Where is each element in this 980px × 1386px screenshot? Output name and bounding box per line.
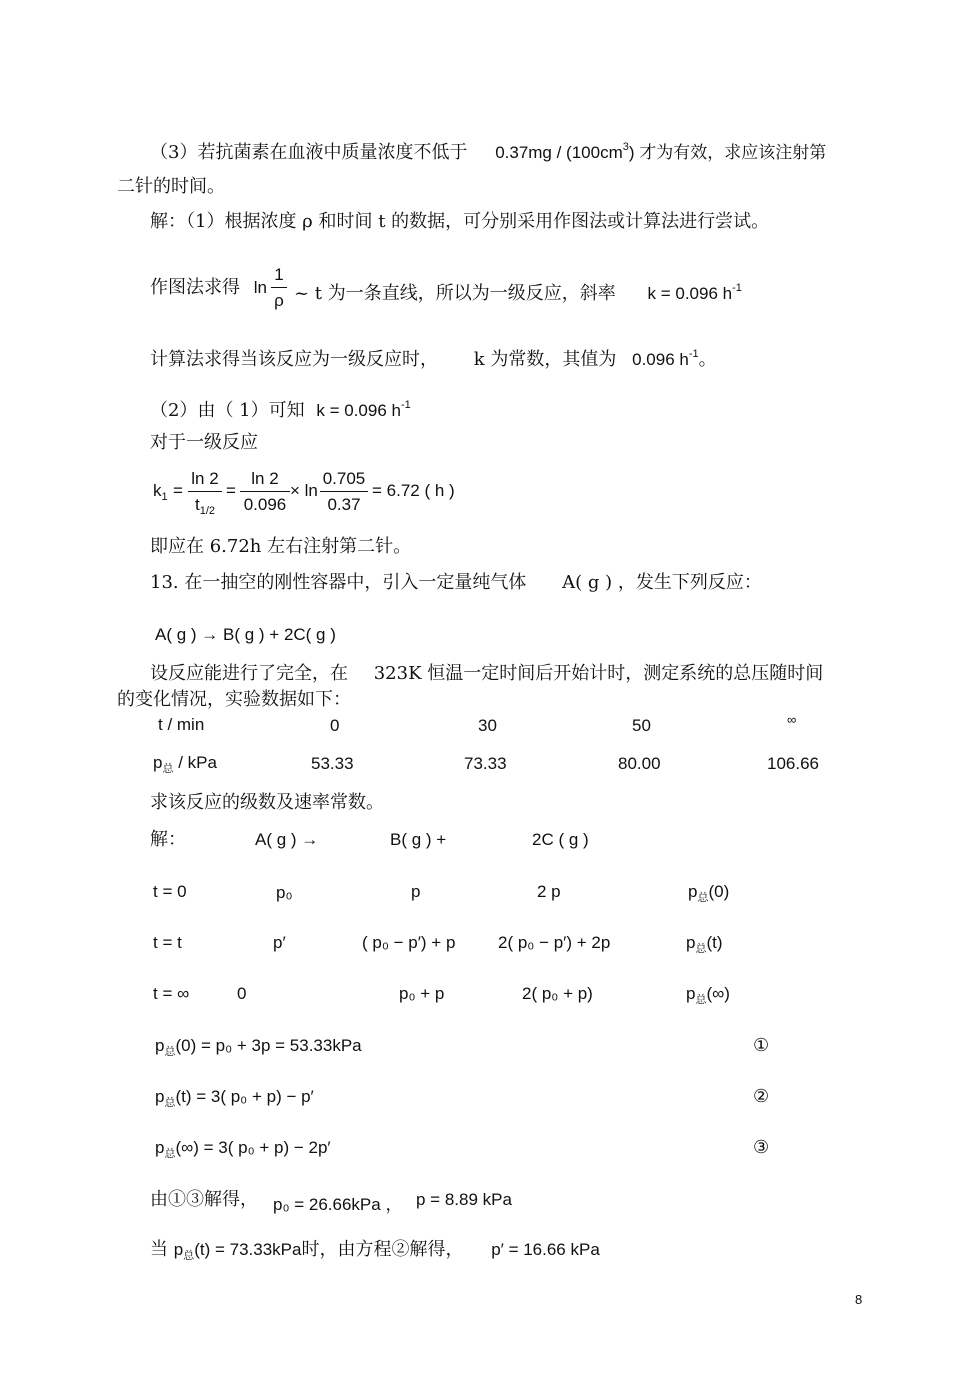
total-sub: 总: [695, 943, 707, 955]
row-t0-label: t = 0: [153, 882, 187, 901]
table-cell: 106.66: [767, 754, 819, 773]
pressure-sub: 总: [162, 763, 174, 775]
eq-rest: (t) = 3( p₀ + p) − p′: [175, 1087, 314, 1106]
solution-2-k-value: k = 0.096 h: [316, 401, 401, 420]
when-p: p: [173, 1240, 184, 1259]
eq-result: = 6.72 ( h ): [372, 481, 455, 500]
ask-text: 求该反应的级数及速率常数。: [150, 792, 384, 813]
frac-num: ln 2: [191, 469, 219, 488]
frac-den: 0.37: [327, 495, 361, 514]
fraction-ln2-0096: [240, 468, 290, 516]
calc-method-line: [150, 343, 717, 371]
species-c: 2C ( g ): [532, 830, 589, 849]
total-arg: (t): [706, 933, 723, 952]
equation-2-marker: ②: [753, 1086, 770, 1107]
calc-k-exp: -1: [688, 348, 699, 360]
question-13-line: [150, 572, 762, 594]
total-arg: (0): [708, 882, 730, 901]
total-sub: 总: [695, 994, 707, 1006]
table-cell: ∞: [787, 712, 797, 727]
total-arg: (∞): [706, 984, 730, 1003]
row-tt-b: ( p₀ − p′) + p: [362, 933, 456, 952]
description-text-3: 的变化情况，实验数据如下：: [117, 689, 351, 710]
eq-k1-letter: k: [153, 481, 162, 500]
row-t0-total: [688, 882, 729, 905]
frac-den: [188, 494, 222, 522]
frac-num: 0.705: [322, 469, 366, 488]
eq-equals-2: =: [226, 481, 236, 500]
row-tinf-b: p₀ + p: [399, 984, 445, 1003]
concentration-threshold: [495, 143, 826, 162]
row-tinf-a: 0: [237, 984, 247, 1003]
row-t0-b: p: [411, 882, 421, 901]
eq-sub: 总: [164, 1097, 176, 1109]
when-text: 当: [150, 1239, 168, 1260]
solution-2-line: [150, 394, 411, 422]
solution-1-text: 解：（1）根据浓度 ρ 和时间 t 的数据，可分别采用作图法或计算法进行尝试。: [150, 211, 770, 232]
frac-den-sub: 1/2: [199, 505, 216, 517]
eq-p: p: [155, 1138, 165, 1157]
eq-times-ln: × ln: [290, 481, 318, 500]
frac-num: 1: [274, 265, 284, 284]
species-a: A( g ) →: [255, 830, 319, 849]
total-p: p: [688, 882, 698, 901]
graph-method-text: ~ t 为一条直线，所以为一级反应，斜率: [294, 283, 616, 304]
frac-num: ln 2: [251, 469, 279, 488]
table-cell: 0: [330, 716, 340, 735]
solution-label: 解：: [150, 829, 186, 850]
eq-rest: (∞) = 3( p₀ + p) − 2p′: [175, 1138, 331, 1157]
frac-den: ρ: [274, 291, 284, 310]
pressure-p: p: [153, 753, 163, 772]
calc-method-text: 计算法求得当该反应为一级反应时，: [150, 349, 438, 370]
graph-method-line-rest: [294, 277, 742, 305]
solve-p0: p₀ = 26.66kPa ，: [273, 1195, 403, 1214]
calc-k: [632, 350, 699, 369]
total-sub: 总: [697, 892, 709, 904]
when-value: (t) = 73.33kPa: [194, 1240, 302, 1259]
frac-bar: [320, 491, 368, 492]
answer-2-text: 即应在 6.72h 左右注射第二针。: [150, 536, 412, 557]
description-text-2: 323K 恒温一定时间后开始计时，测定系统的总压随时间: [373, 663, 824, 684]
table-cell: 80.00: [618, 754, 661, 773]
eq-p: p: [155, 1036, 165, 1055]
table-cell: 73.33: [464, 754, 507, 773]
threshold-tail: ) 才为有效，求应该注射第: [628, 143, 827, 162]
eq-k1: [153, 481, 168, 503]
eq-sub: 总: [164, 1148, 176, 1160]
graph-method-line: [150, 277, 267, 299]
solution-2-k-exp: -1: [400, 399, 411, 411]
total-p: p: [686, 984, 696, 1003]
row-t0-c: 2 p: [537, 882, 561, 901]
graph-method-label: 作图法求得: [150, 277, 240, 298]
solution-2-k: [316, 401, 410, 420]
page-number: 8: [855, 1292, 863, 1307]
equation-1: [155, 1036, 362, 1059]
table-cell: 50: [632, 716, 651, 735]
eq-sub: 总: [164, 1046, 176, 1058]
when-result: p′ = 16.66 kPa: [491, 1240, 600, 1259]
frac-bar: [188, 491, 222, 492]
graph-ln: ln: [253, 278, 267, 297]
row-tt-c: 2( p₀ − p′) + 2p: [498, 933, 611, 952]
row-tinf-total: [686, 984, 730, 1007]
frac-bar: [240, 491, 290, 492]
reaction-equation: A( g ) → B( g ) + 2C( g ): [155, 625, 336, 644]
total-p: p: [686, 933, 696, 952]
when-text-2: 时，由方程②解得，: [301, 1239, 464, 1260]
eq-rest: (0) = p₀ + 3p = 53.33kPa: [175, 1036, 362, 1055]
question-3-text: （3）若抗菌素在血液中质量浓度不低于: [150, 142, 468, 163]
row-tinf-label: t = ∞: [153, 984, 190, 1003]
row-tt-a: p′: [273, 933, 286, 952]
eq-equals-1: =: [173, 481, 183, 500]
threshold-value: 0.37mg / (100cm: [495, 143, 623, 162]
eq-k1-sub: 1: [161, 491, 168, 503]
description-line: [150, 663, 823, 685]
equation-3: [155, 1138, 331, 1161]
question-3-line: [150, 136, 826, 164]
fraction-1-over-rho: [271, 264, 287, 312]
row-tinf-c: 2( p₀ + p): [522, 984, 593, 1003]
solve-text: 由①③解得，: [150, 1189, 258, 1210]
equation-3-marker: ③: [753, 1137, 770, 1158]
calc-k-value: 0.096 h: [632, 350, 689, 369]
threshold-exp: 3: [622, 141, 629, 153]
table-cell: 30: [478, 716, 497, 735]
first-order-label: 对于一级反应: [150, 432, 258, 453]
frac-bar: [271, 287, 287, 288]
calc-method-text-2: k 为常数，其值为: [473, 349, 617, 370]
solve-p: p = 8.89 kPa: [416, 1190, 512, 1209]
table-cell: 53.33: [311, 754, 354, 773]
question-13-text: 13. 在一抽空的刚性容器中，引入一定量纯气体: [150, 572, 527, 593]
when-line: [150, 1239, 600, 1267]
slope-k: [648, 284, 742, 303]
when-sub: 总: [183, 1250, 195, 1262]
row-tt-label: t = t: [153, 933, 182, 952]
fraction-ln2-half: [188, 468, 222, 522]
frac-den: 0.096: [243, 495, 287, 514]
slope-exp: -1: [732, 282, 742, 294]
calc-end: 。: [698, 349, 717, 370]
row-t0-a: p₀: [276, 883, 293, 902]
question-13-text-2: A( g ) ，发生下列反应：: [562, 572, 762, 593]
equation-1-marker: ①: [753, 1035, 770, 1056]
question-3-text-cont: 二针的时间。: [117, 176, 225, 197]
species-b: B( g ) +: [390, 830, 447, 849]
table-row-label-time: t / min: [158, 715, 205, 734]
equation-2: [155, 1087, 314, 1110]
eq-p: p: [155, 1087, 165, 1106]
solution-2-text: （2）由（ 1）可知: [150, 400, 305, 421]
frac-den-t: t: [194, 495, 200, 514]
fraction-0705-037: [320, 468, 368, 516]
description-text: 设反应能进行了完全，在: [150, 663, 348, 684]
pressure-unit: / kPa: [173, 753, 217, 772]
slope-value: k = 0.096 h: [647, 284, 733, 303]
table-row-label-pressure: [153, 753, 217, 776]
row-tt-total: [686, 933, 723, 956]
when-total: [173, 1240, 302, 1262]
